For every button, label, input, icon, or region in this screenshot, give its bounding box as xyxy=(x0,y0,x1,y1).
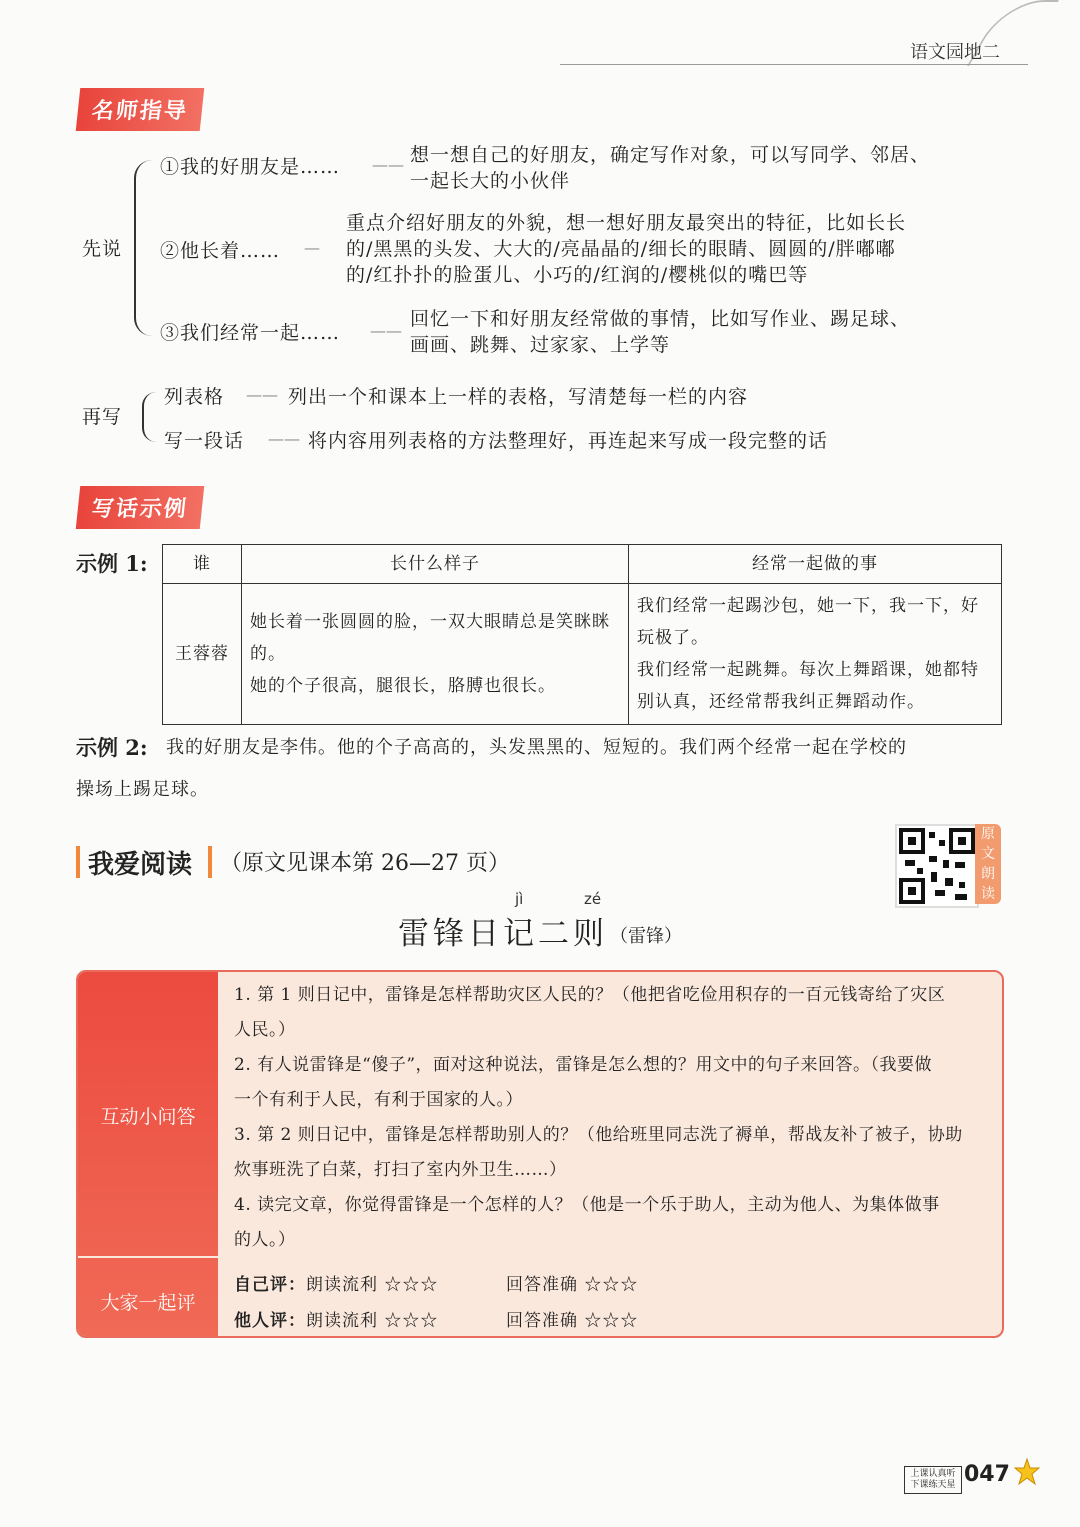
section-title: 语文园地二 xyxy=(910,42,1000,63)
example-2-text-line1: 我的好朋友是李伟。他的个子高高的，头发黑黑的、短短的。我们两个经常一起在学校的 xyxy=(166,737,907,758)
guide-item-1-desc: 想一想自己的好朋友，确定写作对象，可以写同学、邻居、 一起长大的小伙伴 xyxy=(410,144,931,192)
star-mascot-icon xyxy=(1014,1458,1040,1486)
rating-others-answer: 回答准确 ☆☆☆ xyxy=(506,1311,639,1331)
pinyin-ji: jì xyxy=(515,890,524,908)
table-header: 谁 xyxy=(163,545,242,584)
reading-author: （雷锋） xyxy=(610,926,682,947)
qr-code-icon[interactable] xyxy=(895,824,979,908)
then-item-2-desc: 将内容用列表格的方法整理好，再连起来写成一段完整的话 xyxy=(308,430,829,452)
guide-tag: 名师指导 xyxy=(76,88,205,131)
then-item-2-prompt: 写一段话 xyxy=(164,430,245,452)
dash: —— xyxy=(372,155,404,174)
eval-label: 大家一起评 xyxy=(100,1292,196,1314)
qr-read-tab[interactable]: 原文朗读 xyxy=(975,824,1001,904)
then-item-1-prompt: 列表格 xyxy=(164,386,225,408)
guide-item-3-desc: 回忆一下和好朋友经常做的事情，比如写作业、踢足球、 画画、跳舞、过家家、上学等 xyxy=(410,308,911,356)
then-item-1-desc: 列出一个和课本上一样的表格，写清楚每一栏的内容 xyxy=(288,386,749,408)
qa-panel xyxy=(76,970,1004,1338)
table-cell-looks: 她长着一张圆圆的脸，一双大眼睛总是笑眯眯的。 她的个子很高，腿很长，胳膊也很长。 xyxy=(242,584,629,725)
heading-bar-icon xyxy=(76,846,80,878)
question-item: 1. 第 1 则日记中，雷锋是怎样帮助灾区人民的？（他把省吃俭用积存的一百元钱寄给了灾区 人民。） xyxy=(234,985,946,1040)
dash: —— xyxy=(370,321,402,340)
reading-heading: 我爱阅读 xyxy=(88,850,193,880)
qa-label: 互动小问答 xyxy=(100,1106,196,1128)
rating-self: 自己评：朗读流利 ☆☆☆ xyxy=(234,1275,439,1295)
guide-item-2-prompt: ②他长着…… xyxy=(160,240,281,262)
then-label: 再写 xyxy=(82,406,123,428)
first-brace xyxy=(134,160,152,336)
guide-item-1-prompt: ①我的好朋友是…… xyxy=(160,156,341,178)
qa-questions xyxy=(234,978,994,1258)
qa-side-divider xyxy=(78,1256,218,1258)
table-header: 长什么样子 xyxy=(242,545,629,584)
footer-motto: 上课认真听 下课练天星 xyxy=(904,1466,962,1494)
dash: —— xyxy=(268,429,300,448)
example-2-label: 示例 2: xyxy=(76,735,148,760)
qa-side-panel xyxy=(78,972,218,1336)
heading-bar-icon xyxy=(208,846,212,878)
first-label: 先说 xyxy=(82,238,123,260)
guide-item-3-prompt: ③我们经常一起…… xyxy=(160,322,341,344)
example-table xyxy=(162,544,1002,725)
guide-item-2-desc: 重点介绍好朋友的外貌，想一想好朋友最突出的特征，比如长长 的/黑黑的头发、大大的/亮晶晶的/细长的眼睛、圆圆的/胖嘟嘟 的/红扑扑的脸蛋儿、小巧的/红润的/樱桃似的嘴巴等 xyxy=(346,212,907,286)
reading-source: （原文见课本第 26—27 页） xyxy=(220,851,510,876)
dash: — xyxy=(304,238,320,257)
rating-others: 他人评：朗读流利 ☆☆☆ xyxy=(234,1311,439,1331)
example-1-label: 示例 1: xyxy=(76,551,148,576)
then-brace xyxy=(142,392,156,442)
reading-title: 雷锋日记二则 xyxy=(398,916,608,952)
table-cell-activities: 我们经常一起踢沙包，她一下，我一下，好玩极了。 我们经常一起跳舞。每次上舞蹈课，她都特别认真，还经常帮我纠正舞蹈动作。 xyxy=(629,584,1002,725)
example-2-text-line2: 操场上踢足球。 xyxy=(76,779,209,800)
dash: —— xyxy=(246,385,278,404)
question-item: 3. 第 2 则日记中，雷锋是怎样帮助别人的？（他给班里同志洗了褥单，帮战友补了被子，协助 炊事班洗了白菜，打扫了室内外卫生……） xyxy=(234,1125,963,1180)
header-divider xyxy=(560,64,1028,65)
table-header: 经常一起做的事 xyxy=(629,545,1002,584)
table-cell-name: 王蓉蓉 xyxy=(163,584,242,725)
question-item: 2. 有人说雷锋是“傻子”，面对这种说法，雷锋是怎么想的？用文中的句子来回答。（我要做 一个有利于人民，有利于国家的人。） xyxy=(234,1055,933,1110)
rating-self-answer: 回答准确 ☆☆☆ xyxy=(506,1275,639,1295)
question-item: 4. 读完文章，你觉得雷锋是一个怎样的人？（他是一个乐于助人，主动为他人、为集体做事 的人。） xyxy=(234,1195,940,1250)
examples-tag: 写话示例 xyxy=(76,486,205,529)
page-number: 047 xyxy=(964,1462,1010,1487)
pinyin-ze: zé xyxy=(584,890,602,908)
